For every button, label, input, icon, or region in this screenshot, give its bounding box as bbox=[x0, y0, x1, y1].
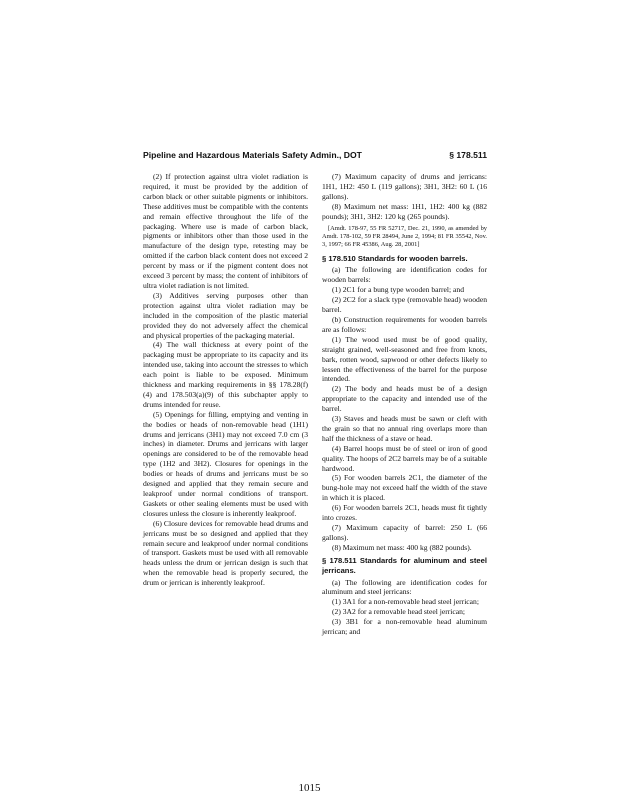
section-title: Standards for wooden barrels. bbox=[357, 253, 468, 263]
section-heading bbox=[322, 556, 487, 576]
section-number: § 178.511 bbox=[322, 555, 357, 565]
paragraph: (5) For wooden barrels 2C1, the diameter of the bung-hole may not exceed half the width of the stave in which it is placed. bbox=[322, 473, 487, 503]
paragraph: (7) Maximum capacity of barrel: 250 L (66 gallons). bbox=[322, 523, 487, 542]
paragraph: (a) The following are identification codes for aluminum and steel jerricans: bbox=[322, 577, 487, 597]
page-number: 1015 bbox=[298, 782, 321, 794]
paragraph: (5) Openings for filling, emptying and venting in the bodies or heads of non-removable head (1H1) drums and jerricans (3H1) may not exceed 7.0 cm (3 inches) in diameter. Drums and jerricans with larger openings are considered to be of the removable head type (1H2 and 3H2). Closures for openings in the bodies or heads of drums and jerricans must be so designed and applied that they remain secure and leakproof under normal conditions of transport. Gaskets or other sealing elements must be used with closures unless the closure is inherently leakproof. bbox=[143, 409, 308, 518]
paragraph: (4) Barrel hoops must be of steel or iron of good quality. The hoops of 2C2 barrels may be of a suitable hardwood. bbox=[322, 443, 487, 473]
header-section-number: § 178.511 bbox=[449, 150, 487, 160]
paragraph: (2) 3A2 for a removable head steel jerrican; bbox=[332, 607, 466, 617]
paragraph: (a) The following are identification codes for wooden barrels: bbox=[322, 265, 487, 285]
right-column bbox=[322, 172, 487, 637]
amendment-note: [Amdt. 178-97, 55 FR 52717, Dec. 21, 1990, as amended by Amdt. 178-102, 59 FR 28494, June 2, 1994; 81 FR 35542, Nov. 3, 1997; 66 FR 45386, Aug. 28, 2001] bbox=[322, 224, 487, 248]
header-agency-title: Pipeline and Hazardous Materials Safety Admin., DOT bbox=[143, 150, 362, 160]
paragraph: (6) Closure devices for removable head drums and jerricans must be so designed and applied that they remain secure and leakproof under normal conditions of transport. Gaskets must be used with all removable heads unless the drum or jerrican design is such that when the removable head is properly secured, the drum or jerrican is inherently leakproof. bbox=[143, 518, 308, 588]
paragraph: (3) Staves and heads must be sawn or cleft with the grain so that no annual ring overlaps more than half the thickness of a stave or head. bbox=[322, 414, 487, 443]
paragraph: (6) For wooden barrels 2C1, heads must fit tightly into crozes. bbox=[322, 503, 487, 523]
paragraph: (8) Maximum net mass: 400 kg (882 pounds). bbox=[332, 542, 472, 552]
paragraph: (1) The wood used must be of good quality, straight grained, well-seasoned and free from knots, bark, rotten wood, sapwood or other defects likely to lessen the effectiveness of the barrel for the purpose intended. bbox=[322, 334, 487, 384]
paragraph: (2) If protection against ultra violet radiation is required, it must be provided by the addition of carbon black or other suitable pigments or inhibitors. These additives must be compatible with the contents and remain effective throughout the life of the packaging. Where use is made of carbon black, pigments or inhibitors other than those used in the manufacture of the design type, retesting may be omitted if the carbon black content does not exceed 2 percent by mass or if the pigment content does not exceed 3 percent by mass; the content of inhibitors of ultra violet radiation is not limited. bbox=[143, 172, 308, 290]
paragraph: (1) 3A1 for a non-removable head steel jerrican; bbox=[332, 597, 479, 607]
paragraph: (3) Additives serving purposes other than protection against ultra violet radiation may be included in the composition of the plastic material provided they do not adversely affect the chemical and physical properties of the packaging material. bbox=[143, 290, 308, 340]
paragraph: (1) 2C1 for a bung type wooden barrel; and bbox=[332, 285, 465, 295]
running-header bbox=[143, 150, 487, 164]
paragraph: (b) Construction requirements for wooden barrels are as follows: bbox=[322, 314, 487, 334]
paragraph: (2) The body and heads must be of a design appropriate to the capacity and intended use of the barrel. bbox=[322, 384, 487, 414]
paragraph: (4) The wall thickness at every point of the packaging must be appropriate to its capacity and its intended use, taking into account the stresses to which each point is liable to be exposed. Minimum thickness and marking requirements in §§ 178.28(f)(4) and 178.503(a)(9) of this subchapter apply to drums intended for reuse. bbox=[143, 340, 308, 409]
paragraph: (8) Maximum net mass: 1H1, 1H2: 400 kg (882 pounds); 3H1, 3H2: 120 kg (265 pounds). bbox=[322, 201, 487, 221]
section-heading bbox=[322, 254, 487, 264]
paragraph: (2) 2C2 for a slack type (removable head) wooden barrel. bbox=[322, 295, 487, 315]
section-title: Standards for aluminum and steel jerricans. bbox=[322, 555, 487, 575]
left-column bbox=[143, 172, 308, 588]
paragraph: (7) Maximum capacity of drums and jerricans: 1H1, 1H2: 450 L (119 gallons); 3H1, 3H2: 60 L (16 gallons). bbox=[322, 172, 487, 201]
section-number: § 178.510 bbox=[322, 253, 356, 263]
paragraph: (3) 3B1 for a non-removable head aluminum jerrican; and bbox=[322, 617, 487, 637]
